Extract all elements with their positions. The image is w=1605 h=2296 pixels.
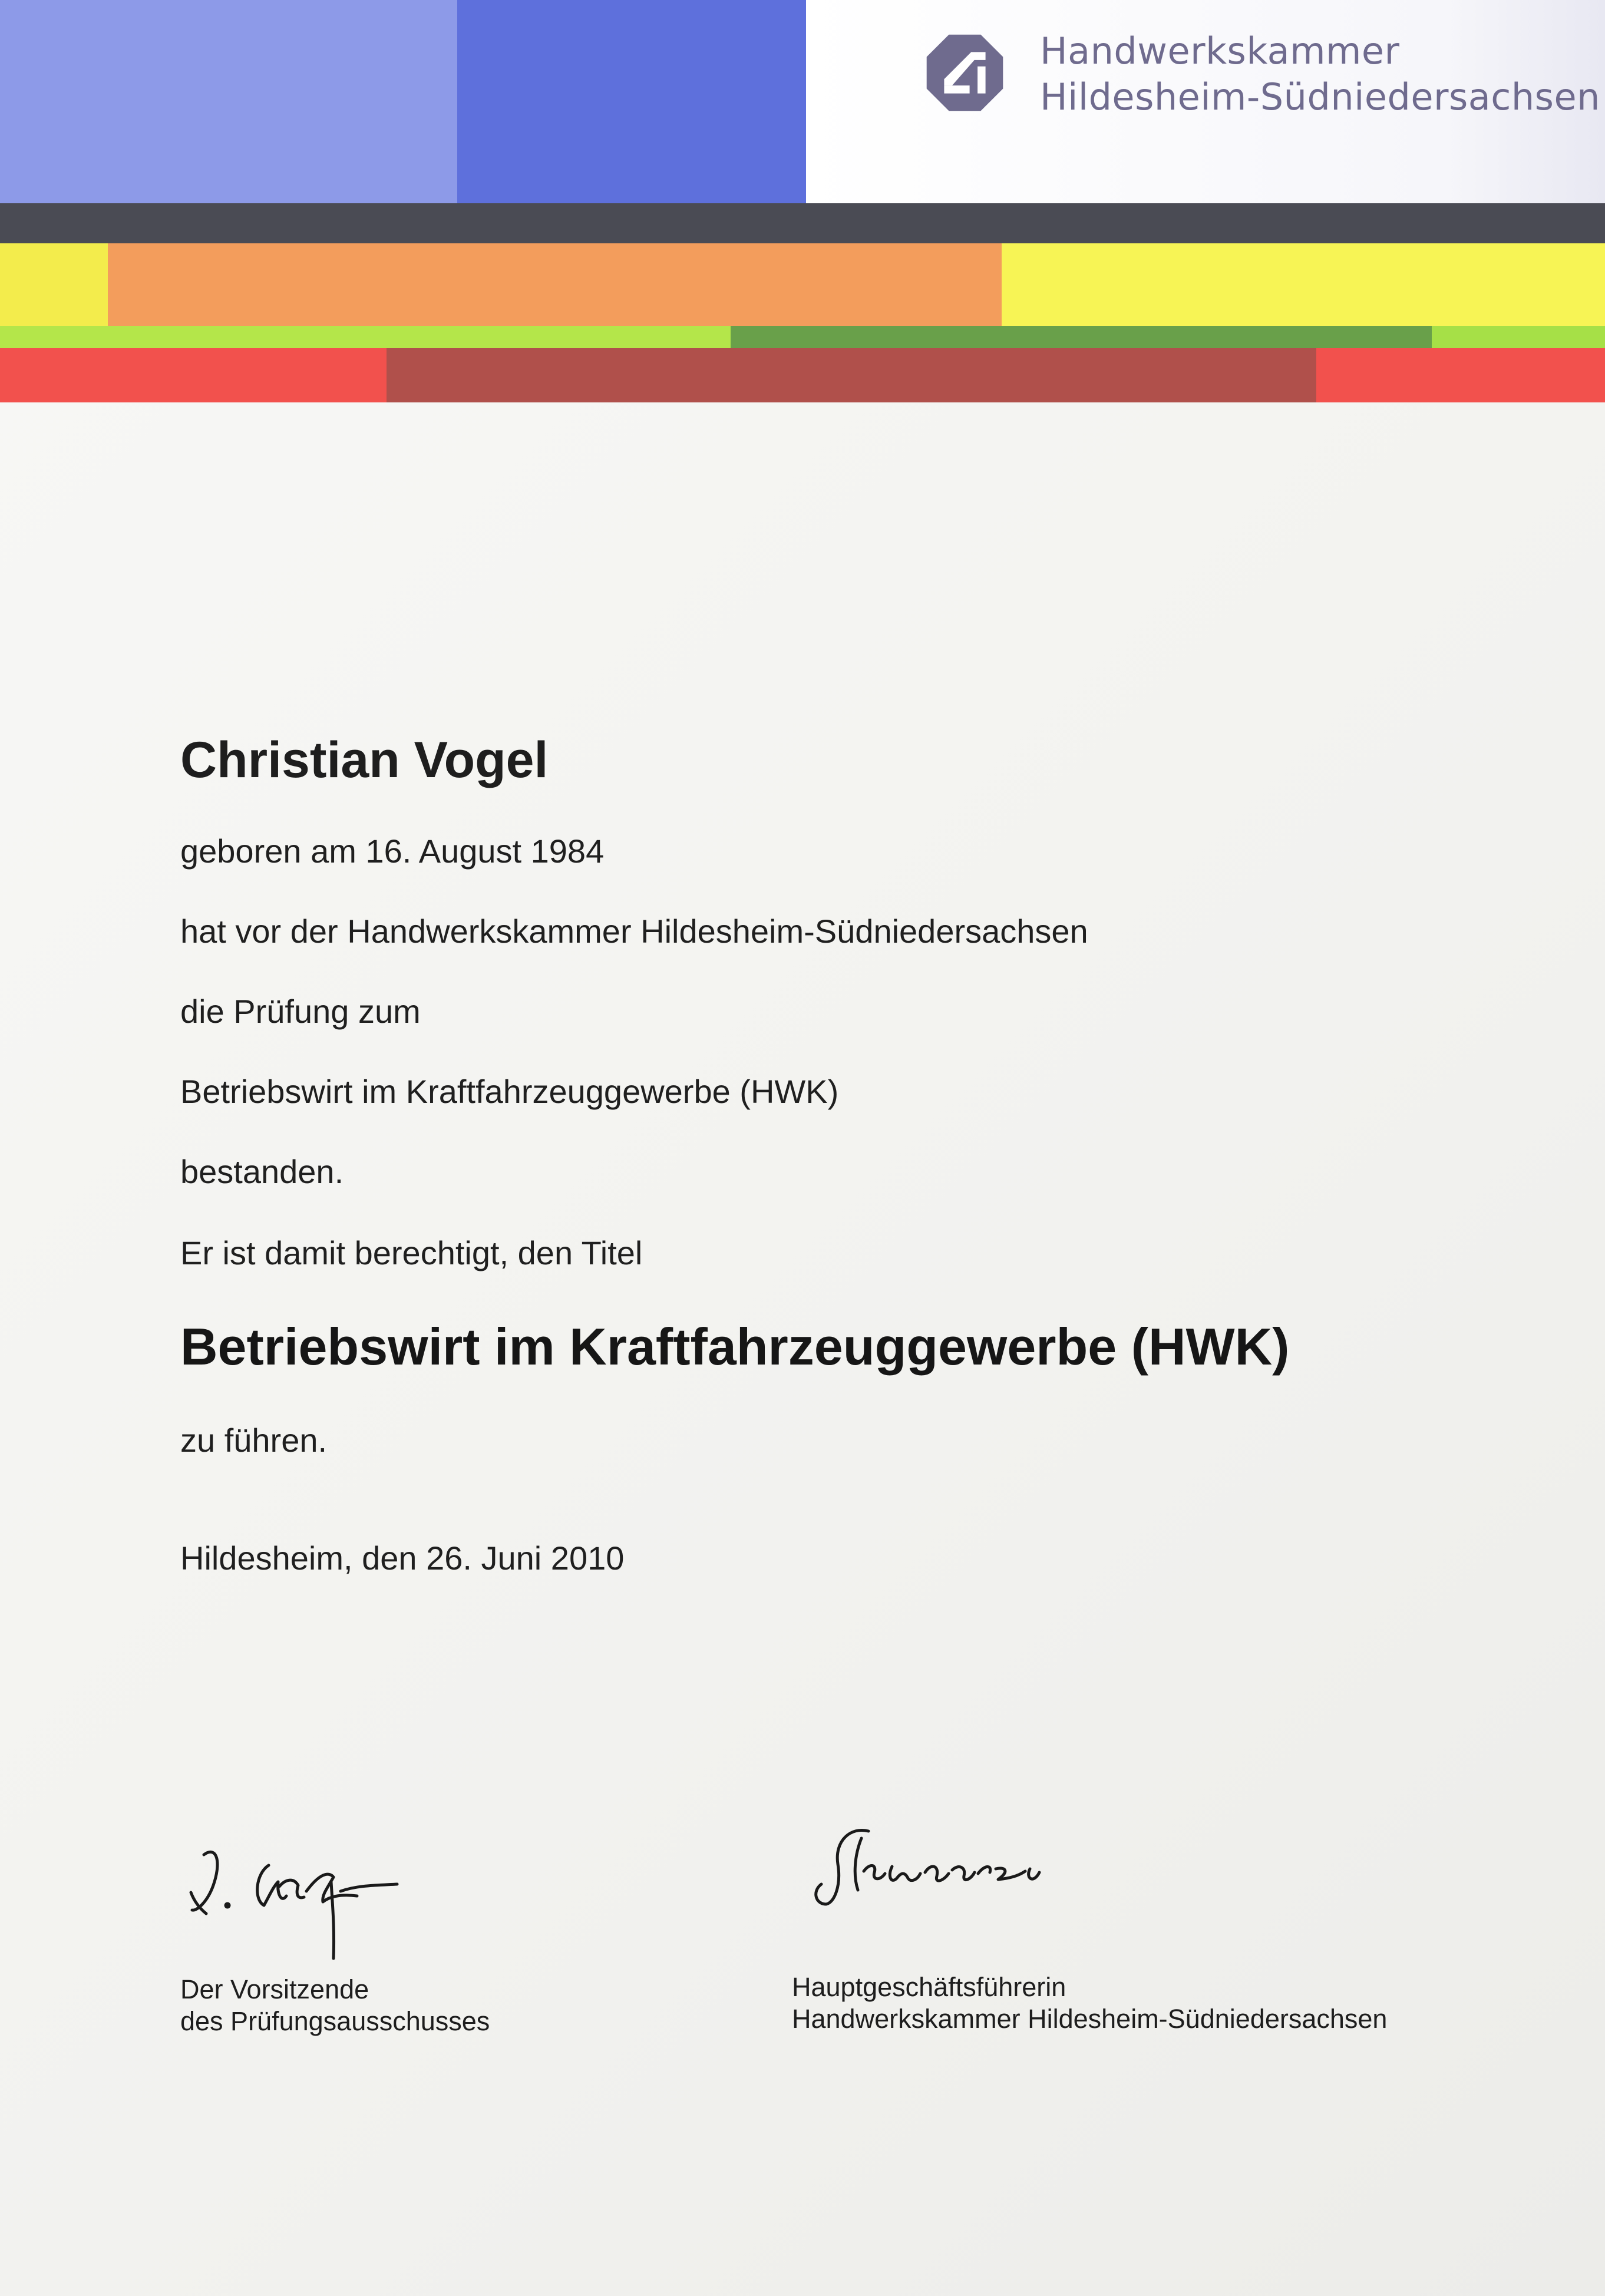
band-dark-stripe: [0, 203, 1605, 243]
handwritten-signature-left: [180, 1838, 451, 1974]
signature-block-right: [792, 1815, 1499, 2035]
band-blue-dark-block: [457, 0, 806, 203]
band-blue-light-block: [0, 0, 460, 203]
exam-title-line: Betriebswirt im Kraftfahrzeuggewerbe (HWK): [180, 1073, 839, 1110]
to-carry-line: zu führen.: [180, 1422, 328, 1459]
recipient-name: Christian Vogel: [180, 732, 549, 788]
place-date-line: Hildesheim, den 26. Juni 2010: [180, 1540, 625, 1577]
band-yellow-right: [1002, 243, 1605, 326]
certificate-body: [180, 731, 1477, 1577]
organization-name: [1040, 28, 1600, 120]
awarded-title: Betriebswirt im Kraftfahrzeuggewerbe (HWK): [180, 1317, 1290, 1376]
band-red-left: [0, 348, 389, 402]
organization-logo: [925, 28, 1600, 120]
band-green-stripe: [731, 326, 1433, 348]
signature-left-role-line1: Der Vorsitzende: [180, 1974, 369, 2004]
organization-name-line2: Hildesheim-Südniedersachsen: [1040, 75, 1600, 118]
hwk-logo-icon: [925, 33, 1005, 113]
exam-intro-line: die Prüfung zum: [180, 993, 421, 1030]
band-yellow-left: [0, 243, 109, 326]
band-lime-left: [0, 326, 734, 348]
signature-right-role-line2: Handwerkskammer Hildesheim-Südniedersachsen: [792, 2004, 1388, 2034]
passed-line: bestanden.: [180, 1153, 344, 1190]
band-lime-right: [1432, 326, 1605, 348]
signature-right-role-line1: Hauptgeschäftsführerin: [792, 1972, 1066, 2002]
header-color-band: [0, 0, 1605, 407]
band-red-right: [1316, 348, 1605, 402]
band-brown-stripe: [387, 348, 1317, 402]
signature-block-left: [180, 1838, 652, 2037]
birth-date-line: geboren am 16. August 1984: [180, 832, 605, 870]
signature-left-role-line2: des Prüfungsausschusses: [180, 2006, 490, 2036]
chamber-line: hat vor der Handwerkskammer Hildesheim-Südniedersachsen: [180, 913, 1088, 950]
organization-name-line1: Handwerkskammer: [1040, 29, 1400, 72]
entitled-line: Er ist damit berechtigt, den Titel: [180, 1234, 643, 1271]
band-orange-stripe: [108, 243, 1003, 326]
handwritten-signature-right: [792, 1815, 1098, 1950]
